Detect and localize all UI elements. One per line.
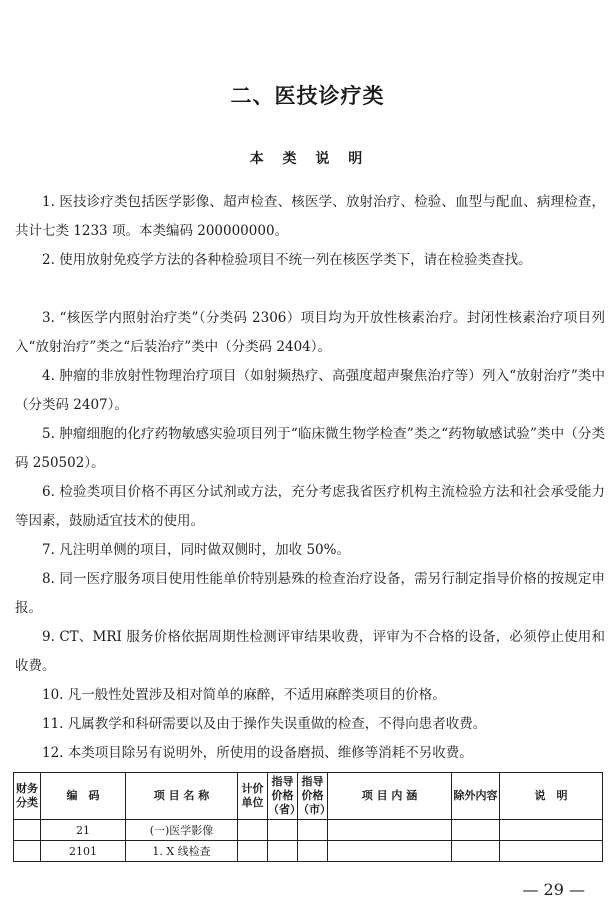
table-cell <box>14 841 41 862</box>
paragraph-3: 3. “核医学内照射治疗类”（分类码 2306）项目均为开放性核素治疗。封闭性核素治疗项目列入“放射治疗”类之“后装治疗”类中（分类码 2404）。 <box>15 310 605 355</box>
table-cell: 21 <box>41 820 126 841</box>
table-cell <box>238 820 268 841</box>
table-cell <box>268 841 298 862</box>
paragraph-11: 11. 凡属教学和科研需要以及由于操作失误重做的检查，不得向患者收费。 <box>42 716 487 732</box>
table-cell <box>298 841 328 862</box>
table-cell: (一)医学影像 <box>126 820 238 841</box>
paragraph-12: 12. 本类项目除另有说明外，所使用的设备磨损、维修等消耗不另收费。 <box>42 745 473 761</box>
table-cell: 2101 <box>41 841 126 862</box>
table-cell <box>452 841 500 862</box>
page-title: 二、医技诊疗类 <box>230 83 385 108</box>
paragraph-1: 1. 医技诊疗类包括医学影像、超声检查、核医学、放射治疗、检验、血型与配血、病理检查，共计七类 1233 项。本类编码 200000000。 <box>15 194 605 239</box>
page-number: — 29 — <box>522 880 585 899</box>
paragraph-2: 2. 使用放射免疫学方法的各种检验项目不统一列在核医学类下，请在检验类查找。 <box>42 252 532 268</box>
table-row <box>14 841 603 862</box>
paragraph-9: 9. CT、MRI 服务价格依据周期性检测评审结果收费，评审为不合格的设备，必须停止使用和收费。 <box>15 629 605 674</box>
table-cell: 1. X 线检查 <box>126 841 238 862</box>
col-header-exclusions: 除外内容 <box>452 773 500 820</box>
table-cell <box>268 820 298 841</box>
table-cell <box>500 820 603 841</box>
table-row <box>14 820 603 841</box>
table-cell <box>328 841 452 862</box>
table-cell <box>298 820 328 841</box>
col-header-notes: 说 明 <box>500 773 603 820</box>
table-cell <box>238 841 268 862</box>
table-cell <box>14 820 41 841</box>
col-header-price-city: 指导价格（市） <box>298 773 328 820</box>
col-header-item-content: 项 目 内 涵 <box>328 773 452 820</box>
table-header-row <box>14 773 603 820</box>
col-header-code: 编 码 <box>41 773 126 820</box>
table-cell <box>500 841 603 862</box>
paragraph-5: 5. 肿瘤细胞的化疗药物敏感实验项目列于“临床微生物学检查”类之“药物敏感试验”类中（分类码 250502）。 <box>15 426 605 471</box>
col-header-finance-category: 财务分类 <box>14 773 41 820</box>
table-cell <box>328 820 452 841</box>
section-subtitle: 本 类 说 明 <box>249 151 366 167</box>
paragraph-6: 6. 检验类项目价格不再区分试剂或方法，充分考虑我省医疗机构主流检验方法和社会承受能力等因素，鼓励适宜技术的使用。 <box>15 484 605 529</box>
price-table <box>13 772 603 862</box>
col-header-item-name: 项 目 名 称 <box>126 773 238 820</box>
paragraph-4: 4. 肿瘤的非放射性物理治疗项目（如射频热疗、高强度超声聚焦治疗等）列入“放射治疗”类中（分类码 2407）。 <box>15 368 605 413</box>
col-header-price-province: 指导价格（省） <box>268 773 298 820</box>
paragraph-7: 7. 凡注明单侧的项目，同时做双侧时，加收 50%。 <box>42 542 350 558</box>
col-header-unit: 计价单位 <box>238 773 268 820</box>
paragraph-10: 10. 凡一般性处置涉及相对简单的麻醉，不适用麻醉类项目的价格。 <box>42 687 446 703</box>
table-cell <box>452 820 500 841</box>
paragraph-8: 8. 同一医疗服务项目使用性能单价特别悬殊的检查治疗设备，需另行制定指导价格的按规定申报。 <box>15 571 605 616</box>
